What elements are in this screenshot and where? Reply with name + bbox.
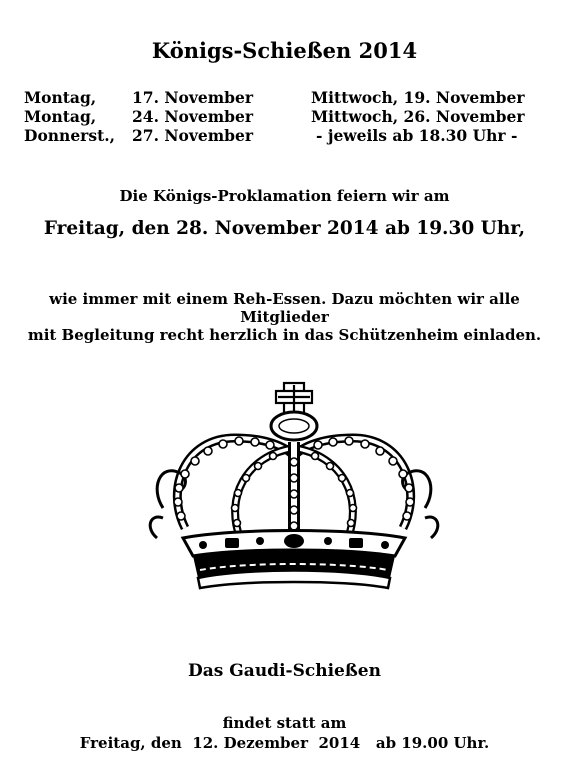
schedule-dates bbox=[132, 88, 253, 145]
invitation-line: Mitglieder bbox=[240, 308, 329, 326]
schedule-right-line: Mittwoch, 26. November bbox=[311, 107, 525, 126]
schedule-days bbox=[24, 88, 115, 145]
invitation-text bbox=[0, 290, 569, 344]
invitation-line: mit Begleitung recht herzlich in das Schützenheim einladen. bbox=[27, 326, 542, 344]
gaudi-date: Freitag, den 12. Dezember 2014 ab 19.00 Uhr. bbox=[79, 734, 490, 752]
schedule-right-column bbox=[311, 88, 525, 145]
schedule-date: 17. November bbox=[132, 88, 254, 107]
gaudi-title: Das Gaudi-Schießen bbox=[188, 661, 381, 681]
gaudi-intro: findet statt am bbox=[222, 714, 347, 732]
invitation-line: wie immer mit einem Reh-Essen. Dazu möchten wir alle bbox=[49, 290, 520, 308]
proclamation-date: Freitag, den 28. November 2014 ab 19.30 Uhr, bbox=[43, 218, 526, 239]
schedule-day: Montag, bbox=[24, 107, 97, 126]
crown-illustration bbox=[145, 378, 443, 610]
schedule-date: 27. November bbox=[132, 126, 254, 145]
schedule-day: Donnerst., bbox=[24, 126, 116, 145]
schedule-date: 24. November bbox=[132, 107, 254, 126]
schedule-day: Montag, bbox=[24, 88, 97, 107]
page-title: Königs-Schießen 2014 bbox=[151, 38, 418, 63]
schedule-right-line: Mittwoch, 19. November bbox=[311, 88, 525, 107]
schedule-time-note: - jeweils ab 18.30 Uhr - bbox=[316, 126, 518, 145]
proclamation-intro: Die Königs-Proklamation feiern wir am bbox=[119, 187, 450, 205]
